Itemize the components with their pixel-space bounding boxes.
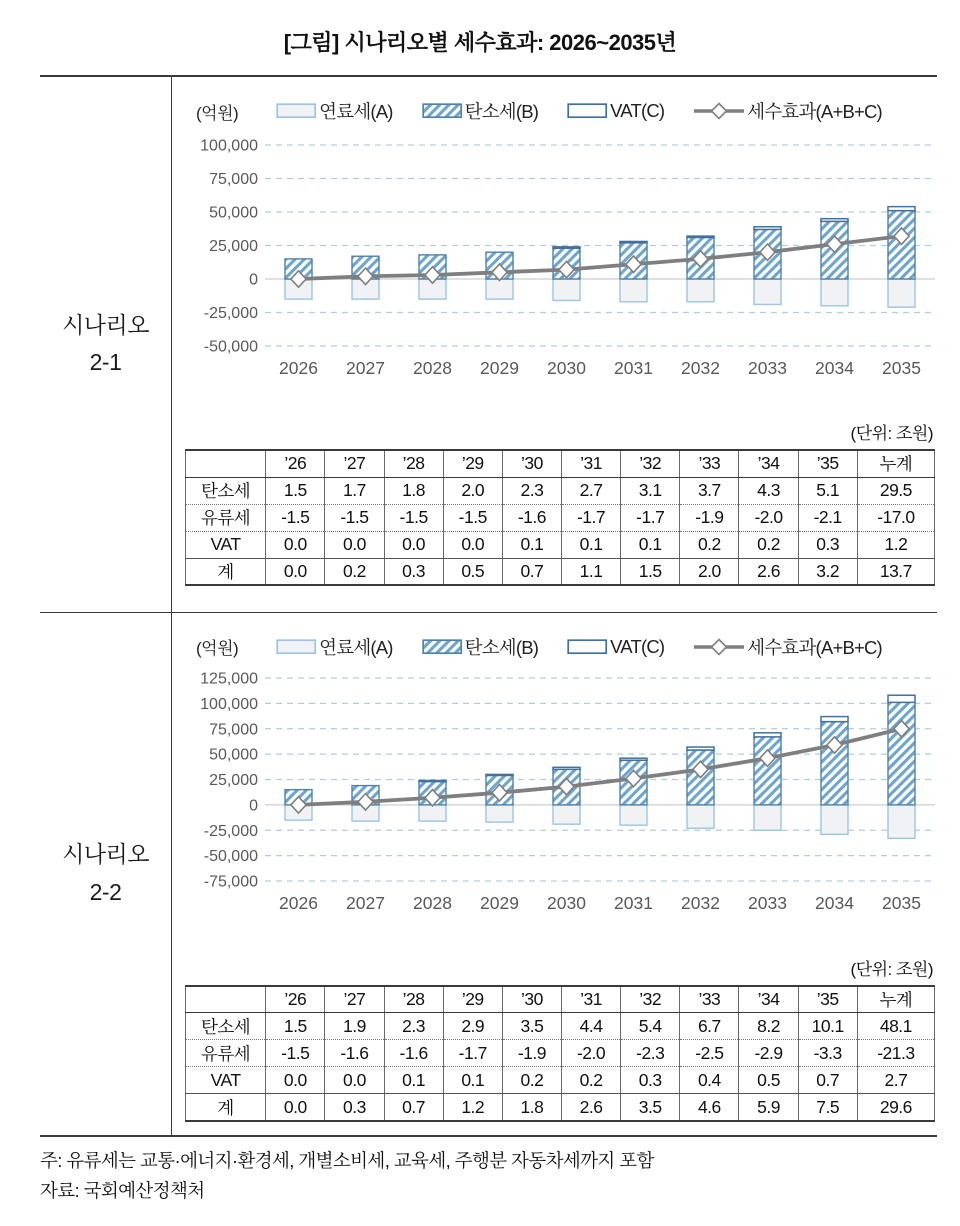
table-cell: -1.6 bbox=[384, 1040, 443, 1067]
table-cell: -2.5 bbox=[680, 1040, 739, 1067]
table-cell: 1.5 bbox=[621, 558, 680, 585]
table-cell: 0.2 bbox=[739, 531, 798, 558]
row-label: 유류세 bbox=[186, 504, 266, 531]
y-tick-label: -25,000 bbox=[203, 822, 258, 840]
table-cell: 0.0 bbox=[325, 531, 384, 558]
fuel-swatch-icon bbox=[276, 102, 317, 120]
column-header: ’27 bbox=[325, 450, 384, 477]
vat-bar bbox=[888, 695, 915, 702]
table-cell: -1.7 bbox=[443, 1040, 502, 1067]
table-cell: 0.0 bbox=[443, 531, 502, 558]
column-header: ’27 bbox=[325, 986, 384, 1013]
row-label: VAT bbox=[186, 531, 266, 558]
table-cell: 0.3 bbox=[621, 1067, 680, 1094]
table-cell: 2.6 bbox=[739, 558, 798, 585]
y-axis-unit-label: (억원) bbox=[196, 639, 239, 659]
column-header: ’34 bbox=[739, 986, 798, 1013]
table-cell: 29.5 bbox=[857, 477, 934, 504]
fuel-tax-bar bbox=[553, 805, 580, 824]
scenario-label-line2: 2-1 bbox=[89, 349, 122, 376]
fuel-tax-bar bbox=[687, 279, 714, 302]
legend-item-carbon bbox=[422, 98, 538, 124]
note-line: 주: 유류세는 교통·에너지·환경세, 개별소비세, 교육세, 주행분 자동차세까지 포함 bbox=[40, 1150, 654, 1171]
carbon-tax-bar bbox=[821, 722, 848, 805]
table-cell: 3.5 bbox=[502, 1013, 561, 1040]
y-tick-label: 125,000 bbox=[200, 670, 258, 688]
table-cell: -1.6 bbox=[325, 1040, 384, 1067]
vat-bar bbox=[620, 241, 647, 242]
tax-effect-line bbox=[299, 236, 902, 279]
table-cell: 10.1 bbox=[798, 1013, 857, 1040]
legend-item-fuel bbox=[276, 634, 392, 660]
column-header bbox=[186, 450, 266, 477]
column-header: ’35 bbox=[798, 450, 857, 477]
line-swatch-icon bbox=[693, 638, 745, 656]
fuel-tax-bar bbox=[888, 805, 915, 838]
table-cell: 5.4 bbox=[621, 1013, 680, 1040]
y-tick-label: -25,000 bbox=[203, 305, 258, 322]
table-cell: -1.9 bbox=[502, 1040, 561, 1067]
table-cell: 2.3 bbox=[384, 1013, 443, 1040]
source-line: 자료: 국회예산정책처 bbox=[40, 1179, 205, 1201]
table-cell: 0.0 bbox=[325, 1067, 384, 1094]
row-label: 탄소세 bbox=[186, 477, 266, 504]
x-tick-label: 2034 bbox=[815, 892, 854, 913]
table-cell: -1.5 bbox=[325, 504, 384, 531]
table-cell: 3.1 bbox=[621, 477, 680, 504]
fuel-tax-bar bbox=[486, 805, 513, 822]
carbon-swatch-icon bbox=[422, 638, 463, 656]
table-cell: 0.0 bbox=[266, 1067, 325, 1094]
column-header: ’26 bbox=[266, 450, 325, 477]
vat-swatch-icon bbox=[567, 638, 608, 656]
table-cell: 48.1 bbox=[857, 1013, 934, 1040]
table-cell: 1.8 bbox=[384, 477, 443, 504]
carbon-tax-bar bbox=[754, 737, 781, 805]
x-tick-label: 2035 bbox=[882, 892, 921, 913]
x-tick-label: 2027 bbox=[346, 358, 385, 378]
table-cell: -1.7 bbox=[621, 504, 680, 531]
carbon-tax-bar bbox=[888, 702, 915, 805]
fuel-tax-bar bbox=[754, 279, 781, 304]
x-tick-label: 2028 bbox=[413, 358, 452, 378]
vat-bar bbox=[553, 767, 580, 769]
scenario-2-1-label bbox=[40, 77, 172, 612]
column-header: ’33 bbox=[680, 986, 739, 1013]
x-tick-label: 2027 bbox=[346, 892, 385, 913]
table-cell: 0.1 bbox=[443, 1067, 502, 1094]
fuel-tax-bar bbox=[620, 279, 647, 302]
fuel-tax-bar bbox=[754, 805, 781, 830]
vat-bar bbox=[821, 717, 848, 722]
y-tick-label: 25,000 bbox=[209, 238, 258, 255]
scenario-2-2-chart bbox=[172, 665, 937, 917]
table-cell: 0.0 bbox=[266, 1094, 325, 1121]
row-label: 계 bbox=[186, 1094, 266, 1121]
table-cell: 0.1 bbox=[561, 531, 620, 558]
fuel-tax-bar bbox=[486, 279, 513, 299]
vat-bar bbox=[888, 207, 915, 211]
table-cell: 1.9 bbox=[325, 1013, 384, 1040]
column-header: ’30 bbox=[502, 450, 561, 477]
figure-frame bbox=[40, 75, 937, 1137]
table-cell: 2.9 bbox=[443, 1013, 502, 1040]
figure-title: [그림] 시나리오별 세수효과: 2026~2035년 bbox=[283, 30, 677, 55]
legend-item-vat bbox=[567, 636, 664, 658]
row-label: VAT bbox=[186, 1067, 266, 1094]
table-cell: 1.8 bbox=[502, 1094, 561, 1121]
table-cell: -3.3 bbox=[798, 1040, 857, 1067]
x-tick-label: 2032 bbox=[681, 892, 720, 913]
y-tick-label: 25,000 bbox=[209, 771, 258, 789]
legend-label: VAT(C) bbox=[610, 635, 665, 657]
table-cell: 13.7 bbox=[857, 558, 934, 585]
column-header: ’32 bbox=[621, 450, 680, 477]
column-header bbox=[186, 986, 266, 1013]
table-cell: 2.7 bbox=[857, 1067, 934, 1094]
table-cell: 6.7 bbox=[680, 1013, 739, 1040]
table-cell: 4.3 bbox=[739, 477, 798, 504]
table-cell: 5.9 bbox=[739, 1094, 798, 1121]
scenario-2-1-chart bbox=[172, 132, 937, 384]
table-unit-label: (단위: 조원) bbox=[850, 424, 933, 443]
x-tick-label: 2026 bbox=[279, 358, 318, 378]
table-cell: 2.0 bbox=[443, 477, 502, 504]
table-cell: 0.2 bbox=[680, 531, 739, 558]
y-tick-label: 50,000 bbox=[209, 746, 258, 764]
legend-label: 세수효과(A+B+C) bbox=[747, 101, 882, 122]
table-cell: -1.9 bbox=[680, 504, 739, 531]
table-cell: 0.7 bbox=[502, 558, 561, 585]
table-cell: -1.7 bbox=[561, 504, 620, 531]
y-tick-label: -50,000 bbox=[203, 338, 258, 356]
vat-bar bbox=[486, 774, 513, 775]
table-cell: 4.4 bbox=[561, 1013, 620, 1040]
table-cell: 0.1 bbox=[502, 531, 561, 558]
carbon-swatch-icon bbox=[422, 102, 463, 120]
x-tick-label: 2031 bbox=[614, 892, 653, 913]
table-cell: -2.1 bbox=[798, 504, 857, 531]
vat-bar bbox=[821, 219, 848, 222]
column-header: ’33 bbox=[680, 450, 739, 477]
scenario-2-2-label bbox=[40, 613, 172, 1135]
x-tick-label: 2033 bbox=[748, 358, 787, 378]
column-header: ’28 bbox=[384, 986, 443, 1013]
vat-bar bbox=[553, 247, 580, 248]
x-tick-label: 2035 bbox=[882, 358, 921, 378]
table-cell: 8.2 bbox=[739, 1013, 798, 1040]
table-cell: 1.7 bbox=[325, 477, 384, 504]
y-tick-label: 75,000 bbox=[209, 721, 258, 739]
table-cell: 2.0 bbox=[680, 558, 739, 585]
table-cell: -1.5 bbox=[443, 504, 502, 531]
fuel-tax-bar bbox=[419, 805, 446, 821]
fuel-swatch-icon bbox=[276, 638, 317, 656]
table-cell: -1.5 bbox=[266, 504, 325, 531]
chart-legend-2 bbox=[172, 629, 882, 665]
table-cell: 0.0 bbox=[266, 531, 325, 558]
data-table bbox=[185, 985, 935, 1122]
table-cell: 4.6 bbox=[680, 1094, 739, 1121]
table-cell: 0.1 bbox=[621, 531, 680, 558]
table-cell: 0.1 bbox=[384, 1067, 443, 1094]
table-cell: 0.3 bbox=[798, 531, 857, 558]
x-tick-label: 2031 bbox=[614, 358, 653, 378]
table-cell: -2.0 bbox=[561, 1040, 620, 1067]
fuel-tax-bar bbox=[553, 279, 580, 300]
table-cell: -1.5 bbox=[384, 504, 443, 531]
table-cell: 2.7 bbox=[561, 477, 620, 504]
x-tick-label: 2026 bbox=[279, 892, 318, 913]
fuel-tax-bar bbox=[821, 279, 848, 306]
scenario-2-1-panel bbox=[172, 77, 937, 612]
row-label: 계 bbox=[186, 558, 266, 585]
x-tick-label: 2028 bbox=[413, 892, 452, 913]
table-cell: 3.2 bbox=[798, 558, 857, 585]
scenario-2-1-section bbox=[40, 77, 937, 613]
table-cell: 3.7 bbox=[680, 477, 739, 504]
legend-item-fuel bbox=[276, 98, 392, 124]
vat-bar bbox=[687, 747, 714, 750]
column-header: ’31 bbox=[561, 450, 620, 477]
table-cell: 2.6 bbox=[561, 1094, 620, 1121]
table-cell: 1.2 bbox=[443, 1094, 502, 1121]
table-cell: -1.6 bbox=[502, 504, 561, 531]
legend-item-carbon bbox=[422, 634, 538, 660]
vat-bar bbox=[754, 227, 781, 230]
row-label: 탄소세 bbox=[186, 1013, 266, 1040]
chart-legend-1 bbox=[172, 93, 882, 129]
x-tick-label: 2034 bbox=[815, 358, 854, 378]
table-cell: 0.5 bbox=[739, 1067, 798, 1094]
legend-label: 탄소세(B) bbox=[464, 101, 539, 122]
table-cell: 1.5 bbox=[266, 1013, 325, 1040]
table-unit-label: (단위: 조원) bbox=[850, 959, 933, 979]
legend-label: VAT(C) bbox=[610, 100, 665, 121]
table-cell: -1.5 bbox=[266, 1040, 325, 1067]
vat-bar bbox=[754, 733, 781, 737]
y-tick-label: -75,000 bbox=[203, 873, 258, 891]
line-swatch-icon bbox=[693, 102, 745, 120]
table-cell: 5.1 bbox=[798, 477, 857, 504]
table-cell: 0.3 bbox=[325, 1094, 384, 1121]
x-tick-label: 2032 bbox=[681, 358, 720, 378]
column-header: ’30 bbox=[502, 986, 561, 1013]
x-tick-label: 2029 bbox=[480, 892, 519, 913]
vat-bar bbox=[620, 758, 647, 760]
legend-label: 연료세(A) bbox=[319, 101, 393, 122]
vat-bar bbox=[419, 780, 446, 781]
fuel-tax-bar bbox=[620, 805, 647, 825]
legend-item-vat bbox=[567, 100, 664, 122]
x-tick-label: 2030 bbox=[547, 358, 586, 378]
table-cell: 0.2 bbox=[561, 1067, 620, 1094]
scenario-2-2-section bbox=[40, 613, 937, 1135]
y-tick-label: 100,000 bbox=[200, 137, 258, 155]
legend-label: 탄소세(B) bbox=[464, 636, 539, 658]
vat-bar bbox=[687, 236, 714, 237]
y-tick-label: 0 bbox=[249, 797, 258, 815]
row-label: 유류세 bbox=[186, 1040, 266, 1067]
table-cell: 0.2 bbox=[502, 1067, 561, 1094]
y-axis-unit-label: (억원) bbox=[196, 103, 239, 123]
column-header: ’29 bbox=[443, 450, 502, 477]
figure-notes bbox=[40, 1146, 654, 1205]
table-cell: 0.0 bbox=[384, 531, 443, 558]
data-table bbox=[185, 449, 935, 586]
y-tick-label: 0 bbox=[249, 271, 258, 289]
table-cell: -21.3 bbox=[857, 1040, 934, 1067]
table-cell: 0.4 bbox=[680, 1067, 739, 1094]
table-cell: 1.1 bbox=[561, 558, 620, 585]
x-tick-label: 2029 bbox=[480, 358, 519, 378]
table-cell: 0.2 bbox=[325, 558, 384, 585]
table-cell: 29.6 bbox=[857, 1094, 934, 1121]
scenario-2-1-table bbox=[185, 449, 935, 586]
legend-label: 연료세(A) bbox=[319, 636, 393, 658]
column-header: ’29 bbox=[443, 986, 502, 1013]
vat-swatch-icon bbox=[567, 102, 608, 120]
column-header: ’32 bbox=[621, 986, 680, 1013]
y-tick-label: 75,000 bbox=[209, 171, 258, 188]
column-header: 누계 bbox=[857, 450, 934, 477]
table-cell: 0.5 bbox=[443, 558, 502, 585]
table-cell: -2.3 bbox=[621, 1040, 680, 1067]
scenario-2-2-panel bbox=[172, 613, 937, 1135]
x-tick-label: 2030 bbox=[547, 892, 586, 913]
fuel-tax-bar bbox=[888, 279, 915, 307]
table-cell: 0.0 bbox=[266, 558, 325, 585]
table-cell: 3.5 bbox=[621, 1094, 680, 1121]
table-cell: 2.3 bbox=[502, 477, 561, 504]
table-cell: 1.5 bbox=[266, 477, 325, 504]
legend-item-line bbox=[693, 98, 882, 124]
table-cell: 0.3 bbox=[384, 558, 443, 585]
x-tick-label: 2033 bbox=[748, 892, 787, 913]
scenario-label-line2: 2-2 bbox=[89, 878, 122, 905]
fuel-tax-bar bbox=[687, 805, 714, 828]
table-cell: -17.0 bbox=[857, 504, 934, 531]
fuel-tax-bar bbox=[821, 805, 848, 834]
column-header: ’26 bbox=[266, 986, 325, 1013]
legend-label: 세수효과(A+B+C) bbox=[747, 636, 882, 658]
table-cell: 0.7 bbox=[798, 1067, 857, 1094]
table-cell: -2.9 bbox=[739, 1040, 798, 1067]
y-tick-label: 100,000 bbox=[200, 695, 258, 713]
tax-effect-line bbox=[299, 729, 902, 805]
table-cell: 7.5 bbox=[798, 1094, 857, 1121]
column-header: ’34 bbox=[739, 450, 798, 477]
column-header: ’35 bbox=[798, 986, 857, 1013]
table-cell: 0.7 bbox=[384, 1094, 443, 1121]
column-header: ’31 bbox=[561, 986, 620, 1013]
y-tick-label: -50,000 bbox=[203, 848, 258, 866]
y-tick-label: 50,000 bbox=[209, 204, 258, 222]
scenario-2-2-table bbox=[185, 985, 935, 1122]
table-cell: -2.0 bbox=[739, 504, 798, 531]
scenario-label-line1: 시나리오 bbox=[62, 841, 149, 868]
table-cell: 1.2 bbox=[857, 531, 934, 558]
column-header: 누계 bbox=[857, 986, 934, 1013]
legend-item-line bbox=[693, 634, 882, 660]
scenario-label-line1: 시나리오 bbox=[62, 311, 149, 338]
column-header: ’28 bbox=[384, 450, 443, 477]
